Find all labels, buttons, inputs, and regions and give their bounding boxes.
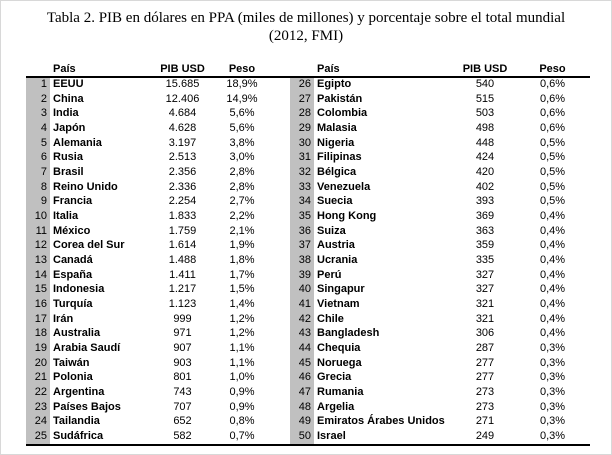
gdp-cell: 1.488 bbox=[168, 253, 197, 266]
gdp-cell: 277 bbox=[475, 371, 495, 384]
weight-cell: 0,3% bbox=[539, 400, 566, 413]
ranking-table-right bbox=[290, 60, 590, 444]
gdp-cell: 582 bbox=[173, 429, 192, 442]
weight-cell: 5,6% bbox=[229, 121, 255, 134]
gdp-cell: 277 bbox=[475, 356, 495, 369]
weight-cell: 1,4% bbox=[229, 297, 255, 310]
gdp-cell: 448 bbox=[475, 136, 495, 149]
gdp-cell: 249 bbox=[475, 429, 495, 442]
weight-cell: 0,4% bbox=[539, 297, 566, 310]
country-cell: Malasia bbox=[317, 121, 357, 134]
table-row bbox=[26, 253, 269, 268]
rank-cell: 27 bbox=[290, 92, 314, 107]
table-row bbox=[26, 268, 269, 283]
gdp-cell: 2.336 bbox=[168, 180, 197, 193]
table-row bbox=[290, 326, 590, 341]
gdp-cell: 369 bbox=[475, 209, 495, 222]
country-cell: EEUU bbox=[53, 77, 84, 90]
weight-cell: 3,0% bbox=[229, 151, 255, 164]
rank-cell: 42 bbox=[290, 312, 314, 327]
gdp-cell: 2.513 bbox=[168, 151, 197, 164]
weight-cell: 1,1% bbox=[229, 356, 255, 369]
gdp-cell: 393 bbox=[475, 195, 495, 208]
gdp-cell: 1.411 bbox=[169, 268, 196, 281]
weight-cell: 0,3% bbox=[539, 341, 566, 354]
rank-column-header bbox=[290, 60, 314, 77]
gdp-cell: 1.759 bbox=[168, 224, 197, 237]
header-row bbox=[290, 60, 590, 77]
weight-cell: 0,7% bbox=[229, 429, 255, 442]
table-row bbox=[290, 370, 590, 385]
gdp-cell: 999 bbox=[173, 312, 192, 325]
country-column-header: País bbox=[53, 62, 76, 75]
country-cell: Venezuela bbox=[317, 180, 371, 193]
country-cell: Hong Kong bbox=[317, 209, 377, 222]
country-cell: Rumania bbox=[317, 385, 364, 398]
country-cell: Reino Unido bbox=[53, 180, 118, 193]
gdp-cell: 420 bbox=[475, 165, 495, 178]
gdp-cell: 321 bbox=[475, 297, 495, 310]
table-row bbox=[290, 356, 590, 371]
table-row bbox=[26, 165, 269, 180]
weight-cell: 0,4% bbox=[539, 268, 566, 281]
rank-cell: 22 bbox=[26, 385, 50, 400]
country-cell: Argentina bbox=[53, 385, 105, 398]
rank-cell: 45 bbox=[290, 356, 314, 371]
country-cell: España bbox=[53, 268, 93, 281]
rank-cell: 34 bbox=[290, 194, 314, 209]
weight-cell: 0,6% bbox=[539, 107, 566, 120]
gdp-cell: 287 bbox=[475, 341, 495, 354]
weight-cell: 0,8% bbox=[229, 415, 255, 428]
weight-cell: 0,4% bbox=[539, 253, 566, 266]
table-row bbox=[290, 341, 590, 356]
rank-cell: 29 bbox=[290, 121, 314, 136]
country-cell: Nigeria bbox=[317, 136, 355, 149]
rank-cell: 21 bbox=[26, 370, 50, 385]
weight-cell: 0,3% bbox=[539, 429, 566, 442]
weight-cell: 0,6% bbox=[539, 92, 566, 105]
weight-cell: 0,4% bbox=[539, 312, 566, 325]
rank-cell: 38 bbox=[290, 253, 314, 268]
country-cell: Irán bbox=[53, 312, 74, 325]
weight-cell: 2,8% bbox=[229, 180, 255, 193]
rank-cell: 25 bbox=[26, 429, 50, 444]
header-rule bbox=[26, 76, 590, 78]
rank-cell: 46 bbox=[290, 370, 314, 385]
country-cell: Chile bbox=[317, 312, 344, 325]
gdp-cell: 1.123 bbox=[168, 297, 197, 310]
country-cell: Canadá bbox=[53, 253, 93, 266]
table-row bbox=[26, 136, 269, 151]
rank-cell: 24 bbox=[26, 414, 50, 429]
gdp-cell: 3.197 bbox=[168, 136, 197, 149]
table-row bbox=[26, 224, 269, 239]
table-row bbox=[26, 356, 269, 371]
table-row bbox=[26, 194, 269, 209]
table-row bbox=[290, 150, 590, 165]
country-cell: Brasil bbox=[53, 165, 84, 178]
weight-cell: 14,9% bbox=[226, 92, 258, 105]
country-cell: Japón bbox=[53, 121, 86, 134]
rank-cell: 16 bbox=[26, 297, 50, 312]
weight-cell: 1,9% bbox=[229, 239, 255, 252]
gdp-cell: 12.406 bbox=[165, 92, 200, 105]
rank-cell: 43 bbox=[290, 326, 314, 341]
weight-cell: 0,5% bbox=[539, 165, 566, 178]
rank-cell: 4 bbox=[26, 121, 50, 136]
gdp-cell: 402 bbox=[475, 180, 495, 193]
table-row bbox=[26, 400, 269, 415]
table-row bbox=[290, 106, 590, 121]
country-cell: Taiwán bbox=[53, 356, 90, 369]
rank-cell: 41 bbox=[290, 297, 314, 312]
country-cell: Ucrania bbox=[317, 253, 358, 266]
weight-cell: 1,8% bbox=[229, 253, 255, 266]
rank-cell: 28 bbox=[290, 106, 314, 121]
table-row bbox=[26, 370, 269, 385]
country-cell: Argelia bbox=[317, 400, 355, 413]
country-cell: Sudáfrica bbox=[53, 429, 104, 442]
gdp-cell: 540 bbox=[475, 77, 495, 90]
rank-cell: 47 bbox=[290, 385, 314, 400]
gdp-cell: 321 bbox=[475, 312, 495, 325]
weight-cell: 0,5% bbox=[539, 136, 566, 149]
table-row bbox=[26, 414, 269, 429]
weight-cell: 0,4% bbox=[539, 209, 566, 222]
table-row bbox=[290, 209, 590, 224]
table-row bbox=[290, 136, 590, 151]
table-row bbox=[26, 180, 269, 195]
gdp-cell: 971 bbox=[173, 327, 192, 340]
table-row bbox=[290, 385, 590, 400]
rank-cell: 49 bbox=[290, 414, 314, 429]
table-row bbox=[26, 106, 269, 121]
country-cell: Bangladesh bbox=[317, 327, 380, 340]
rank-column-header bbox=[26, 60, 50, 77]
table-row bbox=[290, 312, 590, 327]
country-cell: Noruega bbox=[317, 356, 362, 369]
rank-cell: 13 bbox=[26, 253, 50, 268]
gdp-column-header: PIB USD bbox=[462, 62, 508, 75]
country-cell: Filipinas bbox=[317, 151, 362, 164]
country-cell: Francia bbox=[53, 195, 93, 208]
rank-cell: 37 bbox=[290, 238, 314, 253]
weight-cell: 0,5% bbox=[539, 195, 566, 208]
table-row bbox=[290, 282, 590, 297]
table-row bbox=[290, 297, 590, 312]
table-row bbox=[26, 312, 269, 327]
country-cell: Bélgica bbox=[317, 165, 357, 178]
gdp-cell: 801 bbox=[173, 371, 192, 384]
gdp-cell: 1.614 bbox=[168, 239, 197, 252]
gdp-cell: 652 bbox=[173, 415, 192, 428]
ranking-table-left bbox=[26, 60, 269, 444]
weight-cell: 5,6% bbox=[229, 107, 255, 120]
table-row bbox=[26, 121, 269, 136]
country-cell: Rusia bbox=[53, 151, 83, 164]
weight-cell: 0,3% bbox=[539, 385, 566, 398]
rank-cell: 48 bbox=[290, 400, 314, 415]
gdp-cell: 363 bbox=[475, 224, 495, 237]
country-cell: Países Bajos bbox=[53, 400, 121, 413]
gdp-cell: 327 bbox=[475, 268, 495, 281]
rank-cell: 7 bbox=[26, 165, 50, 180]
rank-cell: 35 bbox=[290, 209, 314, 224]
country-cell: India bbox=[53, 107, 79, 120]
rank-cell: 50 bbox=[290, 429, 314, 444]
weight-cell: 0,3% bbox=[539, 356, 566, 369]
gdp-cell: 273 bbox=[475, 400, 495, 413]
country-cell: Indonesia bbox=[53, 283, 105, 296]
rank-cell: 8 bbox=[26, 180, 50, 195]
table-row bbox=[290, 238, 590, 253]
weight-cell: 1,2% bbox=[229, 327, 255, 340]
table-row bbox=[26, 341, 269, 356]
table-row bbox=[290, 400, 590, 415]
weight-cell: 2,1% bbox=[229, 224, 255, 237]
country-cell: Austria bbox=[317, 239, 355, 252]
rank-cell: 15 bbox=[26, 282, 50, 297]
weight-cell: 0,3% bbox=[539, 371, 566, 384]
table-row bbox=[26, 150, 269, 165]
country-cell: Italia bbox=[53, 209, 79, 222]
country-cell: Corea del Sur bbox=[53, 239, 125, 252]
weight-cell: 0,4% bbox=[539, 224, 566, 237]
rank-cell: 33 bbox=[290, 180, 314, 195]
country-cell: Emiratos Árabes Unidos bbox=[317, 415, 445, 428]
table-row bbox=[26, 77, 269, 92]
rank-cell: 12 bbox=[26, 238, 50, 253]
gdp-cell: 503 bbox=[475, 107, 495, 120]
rank-cell: 10 bbox=[26, 209, 50, 224]
rank-cell: 20 bbox=[26, 356, 50, 371]
weight-cell: 0,4% bbox=[539, 283, 566, 296]
gdp-cell: 498 bbox=[475, 121, 495, 134]
gdp-cell: 1.217 bbox=[168, 283, 197, 296]
gdp-cell: 907 bbox=[173, 341, 192, 354]
country-cell: Egipto bbox=[317, 77, 352, 90]
rank-cell: 2 bbox=[26, 92, 50, 107]
weight-cell: 0,9% bbox=[229, 385, 255, 398]
table-row bbox=[26, 297, 269, 312]
country-cell: Grecia bbox=[317, 371, 352, 384]
country-cell: Israel bbox=[317, 429, 346, 442]
table-row bbox=[26, 282, 269, 297]
gdp-cell: 903 bbox=[173, 356, 192, 369]
weight-cell: 1,1% bbox=[229, 341, 255, 354]
weight-cell: 0,9% bbox=[229, 400, 255, 413]
rank-cell: 18 bbox=[26, 326, 50, 341]
table-row bbox=[26, 92, 269, 107]
country-cell: Chequia bbox=[317, 341, 361, 354]
gdp-cell: 15.685 bbox=[165, 77, 200, 90]
gdp-cell: 335 bbox=[475, 253, 495, 266]
weight-cell: 0,3% bbox=[539, 415, 566, 428]
table-row bbox=[290, 268, 590, 283]
rank-cell: 40 bbox=[290, 282, 314, 297]
table-row bbox=[290, 165, 590, 180]
table-row bbox=[290, 253, 590, 268]
rank-cell: 23 bbox=[26, 400, 50, 415]
weight-cell: 1,0% bbox=[229, 371, 255, 384]
country-cell: Arabia Saudí bbox=[53, 341, 121, 354]
weight-cell: 0,6% bbox=[539, 77, 566, 90]
gdp-cell: 2.356 bbox=[168, 165, 197, 178]
table-row bbox=[26, 385, 269, 400]
table-title bbox=[1, 1, 611, 45]
rank-cell: 30 bbox=[290, 136, 314, 151]
rank-cell: 32 bbox=[290, 165, 314, 180]
table-row bbox=[26, 238, 269, 253]
gdp-cell: 359 bbox=[475, 239, 495, 252]
table-row bbox=[26, 429, 269, 444]
table-row bbox=[290, 77, 590, 92]
table-row bbox=[290, 92, 590, 107]
rank-cell: 39 bbox=[290, 268, 314, 283]
rank-cell: 26 bbox=[290, 77, 314, 92]
country-cell: Suiza bbox=[317, 224, 346, 237]
weight-cell: 0,4% bbox=[539, 239, 566, 252]
weight-cell: 18,9% bbox=[226, 77, 258, 90]
gdp-cell: 271 bbox=[475, 415, 495, 428]
rank-cell: 6 bbox=[26, 150, 50, 165]
weight-cell: 0,5% bbox=[539, 180, 566, 193]
country-cell: Australia bbox=[53, 327, 101, 340]
weight-cell: 2,7% bbox=[229, 195, 255, 208]
weight-cell: 0,4% bbox=[539, 327, 566, 340]
weight-cell: 3,8% bbox=[229, 136, 255, 149]
country-cell: Perú bbox=[317, 268, 342, 281]
table-row bbox=[290, 194, 590, 209]
gdp-cell: 2.254 bbox=[168, 195, 197, 208]
table-row bbox=[26, 326, 269, 341]
weight-cell: 1,2% bbox=[229, 312, 255, 325]
gdp-column-header: PIB USD bbox=[160, 62, 205, 75]
country-cell: Singapur bbox=[317, 283, 365, 296]
rank-cell: 44 bbox=[290, 341, 314, 356]
country-cell: Suecia bbox=[317, 195, 353, 208]
rank-cell: 31 bbox=[290, 150, 314, 165]
weight-cell: 1,7% bbox=[229, 268, 255, 281]
table-row bbox=[26, 209, 269, 224]
rank-cell: 11 bbox=[26, 224, 50, 239]
country-cell: Tailandia bbox=[53, 415, 100, 428]
country-cell: Pakistán bbox=[317, 92, 363, 105]
gdp-cell: 273 bbox=[475, 385, 495, 398]
gdp-cell: 707 bbox=[173, 400, 192, 413]
rank-cell: 36 bbox=[290, 224, 314, 239]
country-cell: Turquía bbox=[53, 297, 93, 310]
weight-cell: 2,8% bbox=[229, 165, 255, 178]
rank-cell: 1 bbox=[26, 77, 50, 92]
weight-column-header: Peso bbox=[228, 62, 256, 75]
table-title-line2: (2012, FMI) bbox=[268, 28, 344, 44]
table-row bbox=[290, 414, 590, 429]
rank-cell: 14 bbox=[26, 268, 50, 283]
rank-cell: 9 bbox=[26, 194, 50, 209]
weight-column-header: Peso bbox=[539, 62, 566, 75]
gdp-cell: 743 bbox=[173, 385, 192, 398]
table-row bbox=[290, 429, 590, 444]
country-cell: Colombia bbox=[317, 107, 368, 120]
table-title-line1: Tabla 2. PIB en dólares en PPA (miles de millones) y porcentaje sobre el total mundial bbox=[46, 10, 566, 26]
rank-cell: 19 bbox=[26, 341, 50, 356]
country-cell: Polonia bbox=[53, 371, 93, 384]
gdp-cell: 4.628 bbox=[168, 121, 197, 134]
gdp-cell: 515 bbox=[475, 92, 495, 105]
table-row bbox=[290, 224, 590, 239]
gdp-cell: 1.833 bbox=[168, 209, 197, 222]
weight-cell: 1,5% bbox=[229, 283, 255, 296]
gdp-cell: 327 bbox=[475, 283, 495, 296]
country-column-header: País bbox=[317, 62, 340, 75]
country-cell: México bbox=[53, 224, 91, 237]
country-cell: Alemania bbox=[53, 136, 102, 149]
country-cell: Vietnam bbox=[317, 297, 360, 310]
country-cell: China bbox=[53, 92, 84, 105]
rank-cell: 3 bbox=[26, 106, 50, 121]
table-row bbox=[290, 121, 590, 136]
gdp-cell: 424 bbox=[475, 151, 495, 164]
header-row bbox=[26, 60, 269, 77]
bottom-rule bbox=[26, 444, 590, 446]
gdp-cell: 4.684 bbox=[168, 107, 197, 120]
gdp-ranking-tables bbox=[26, 60, 590, 446]
weight-cell: 2,2% bbox=[229, 209, 255, 222]
weight-cell: 0,6% bbox=[539, 121, 566, 134]
weight-cell: 0,5% bbox=[539, 151, 566, 164]
rank-cell: 5 bbox=[26, 136, 50, 151]
gdp-cell: 306 bbox=[475, 327, 495, 340]
table-row bbox=[290, 180, 590, 195]
rank-cell: 17 bbox=[26, 312, 50, 327]
